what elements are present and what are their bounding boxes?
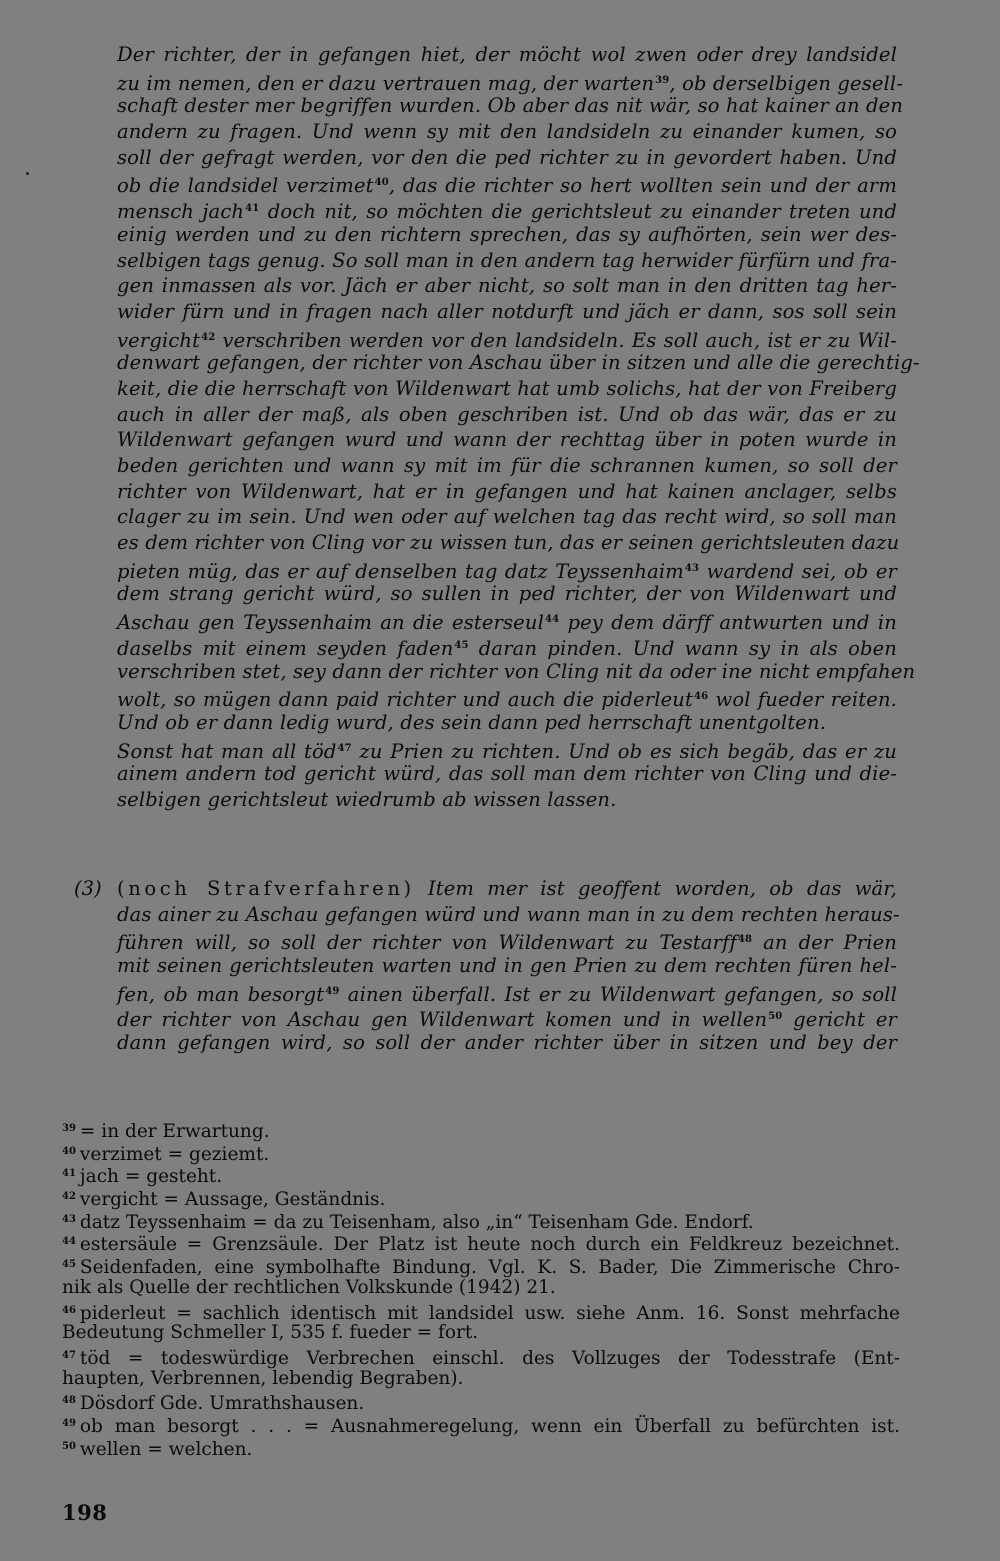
footnote-ref[interactable]: 45: [454, 639, 469, 651]
footnote-number: 45: [62, 1259, 76, 1271]
text-line: ob die landsidel verzimet$^{40}$, das die richter so hert wollten sein und der arm: [117, 174, 897, 198]
text-line: der richter von Aschau gen Wildenwart komen und in wellen$^{50}$ gericht er: [117, 1008, 897, 1032]
text-line: fen, ob man besorgt$^{49}$ ainen überfall. Ist er zu Wildenwart gefangen, so soll: [117, 982, 897, 1006]
text-line: das ainer zu Aschau gefangen würd und wann man in zu dem rechten heraus-: [117, 902, 900, 926]
text-line: Und ob er dann ledig wurd, des sein dann ped herrschaft unentgolten.: [117, 710, 827, 734]
footnote-ref[interactable]: 43: [684, 562, 700, 574]
text-line: es dem richter von Cling vor zu wissen tun, das er seinen gerichtsleuten dazu: [117, 531, 900, 555]
text-line: daselbs mit einem seyden faden$^{45}$ daran pinden. Und wann sy in als oben: [117, 636, 897, 660]
footnote-number: 48: [62, 1395, 76, 1407]
text-line: einig werden und zu den richtern sprechen, das sy aufhörten, sein wer des-: [117, 222, 897, 246]
footnote: $^{45}$ Seidenfaden, eine symbolhafte Bindung. Vgl. K. S. Bader, Die Zimmerische Chro-: [62, 1257, 900, 1279]
footnote-number: 41: [62, 1168, 76, 1180]
text-line: dem strang gericht würd, so sullen in ped richter, der von Wildenwart und: [117, 582, 897, 606]
footnote: $^{43}$ datz Teyssenhaim = da zu Teisenham, also „in“ Teisenham Gde. Endorf.: [62, 1211, 754, 1233]
text-line: Der richter, der in gefangen hiet, der möcht wol zwen oder drey landsidel: [117, 43, 897, 66]
footnote: $^{46}$ piderleut = sachlich identisch mit landsidel usw. siehe Anm. 16. Sonst mehrfache: [62, 1302, 900, 1324]
footnote-number: 42: [62, 1191, 76, 1203]
footnote-continuation: haupten, Verbrennen, lebendig Begraben).: [62, 1367, 464, 1389]
footnote-number: 50: [62, 1440, 76, 1452]
text-line: clager zu im sein. Und wen oder auf welchen tag das recht wird, so soll man: [117, 505, 897, 529]
footnote-continuation: Bedeutung Schmeller I, 535 f. fueder = fort.: [62, 1322, 479, 1344]
text-line: wider fürn und in fragen nach aller notdurft und jäch er dann, sos soll sein: [117, 299, 897, 323]
text-line: ainem andern tod gericht würd, das soll man dem richter von Cling und die-: [117, 762, 897, 786]
text-line: auch in aller der maß, als oben geschriben ist. Und ob das wär, das er zu: [117, 402, 897, 426]
footnote: $^{44}$ estersäule = Grenzsäule. Der Platz ist heute noch durch ein Feldkreuz bezeichnet.: [62, 1234, 900, 1256]
text-line: keit, die die herrschaft von Wildenwart hat umb solichs, hat der von Freiberg: [117, 376, 897, 400]
text-line: selbigen gerichtsleut wiedrumb ab wissen lassen.: [117, 787, 617, 811]
footnote-number: 47: [62, 1349, 76, 1361]
text-line: (noch Strafverfahren) Item mer ist geoffent worden, ob das wär,: [117, 877, 897, 900]
footnote: $^{50}$ wellen = welchen.: [62, 1438, 253, 1460]
text-line: Aschau gen Teyssenhaim an die esterseul$^{44}$ pey dem därff antwurten und in: [117, 611, 897, 635]
text-line: denwart gefangen, der richter von Aschau über in sitzen und alle die gerechtig-: [117, 351, 920, 375]
footnote: $^{47}$ töd = todeswürdige Verbrechen einschl. des Vollzuges der Todesstrafe (Ent-: [62, 1347, 900, 1369]
page-number: 198: [62, 1500, 108, 1525]
text-line: dann gefangen wird, so soll der ander richter über in sitzen und bey der: [117, 1031, 897, 1055]
footnote-ref[interactable]: 48: [737, 934, 753, 946]
text-line: soll der gefragt werden, vor den die ped richter zu in gevordert haben. Und: [117, 145, 897, 169]
text-line: wolt, so mügen dann paid richter und auch die piderleut$^{46}$ wol fueder reiten.: [117, 688, 897, 712]
footnote-number: 43: [62, 1213, 76, 1225]
text-line: andern zu fragen. Und wenn sy mit den landsideln zu einander kumen, so: [117, 120, 897, 144]
footnote-number: 46: [62, 1304, 76, 1316]
text-line: Wildenwart gefangen wurd und wann der rechttag über in poten wurde in: [117, 428, 897, 452]
footnote-ref[interactable]: 44: [544, 614, 560, 626]
section-number: (3): [74, 877, 102, 900]
text-line: zu im nemen, den er dazu vertrauen mag, der warten$^{39}$, ob derselbigen gesell-: [117, 71, 904, 95]
footnote-ref[interactable]: 42: [201, 331, 216, 343]
text-line: pieten müg, das er auf denselben tag datz Teyssenhaim$^{43}$ wardend sei, ob er: [117, 559, 897, 583]
footnote-number: 44: [62, 1236, 76, 1248]
text-line: selbigen tags genug. So soll man in den andern tag herwider fürfürn und fra-: [117, 248, 897, 272]
main-text-block: [117, 42, 920, 813]
section-3-text-block: [117, 876, 900, 1056]
text-line: mensch jach$^{41}$ doch nit, so möchten die gerichtsleut zu einander treten und: [117, 200, 898, 224]
footnote-number: 40: [62, 1145, 76, 1157]
text-line: vergicht$^{42}$ verschriben werden vor den landsideln. Es soll auch, ist er zu Wil-: [117, 328, 897, 352]
text-line: verschriben stet, sey dann der richter von Cling nit da oder ine nicht empfahen: [117, 659, 916, 683]
text-line: richter von Wildenwart, hat er in gefangen und hat kainen anclager, selbs: [117, 479, 897, 503]
footnote-ref[interactable]: 49: [325, 985, 340, 997]
footnote-ref[interactable]: 39: [655, 74, 670, 86]
footnotes: [62, 1118, 900, 1458]
footnote-ref[interactable]: 41: [245, 203, 260, 215]
footnote: $^{40}$ verzimet = geziemt.: [62, 1143, 270, 1165]
text-line: gen inmassen als vor. Jäch er aber nicht, so solt man in den dritten tag her-: [117, 274, 897, 298]
footnote-ref[interactable]: 50: [768, 1011, 783, 1023]
stray-mark: [26, 172, 29, 175]
text-line: schaft dester mer begriffen wurden. Ob aber das nit wär, so hat kainer an den: [117, 94, 904, 118]
footnote: $^{41}$ jach = gesteht.: [62, 1166, 223, 1188]
text-line: Sonst hat man all töd$^{47}$ zu Prien zu richten. Und ob es sich begäb, das er zu: [117, 739, 897, 763]
footnote: $^{48}$ Dösdorf Gde. Umrathshausen.: [62, 1393, 365, 1415]
footnote-ref[interactable]: 40: [374, 177, 389, 189]
footnote: $^{42}$ vergicht = Aussage, Geständnis.: [62, 1189, 386, 1211]
text-line: beden gerichten und wann sy mit im für die schrannen kumen, so soll der: [117, 454, 897, 477]
footnote-ref[interactable]: 47: [337, 742, 352, 754]
footnote-number: 49: [62, 1417, 76, 1429]
footnote-number: 39: [62, 1123, 76, 1134]
text-line: führen will, so soll der richter von Wildenwart zu Testarff$^{48}$ an der Prien: [117, 931, 897, 955]
footnote-continuation: nik als Quelle der rechtlichen Volkskunde (1942) 21.: [62, 1276, 556, 1298]
footnote: $^{39}$ = in der Erwartung.: [62, 1121, 270, 1142]
section-heading: (noch Strafverfahren): [117, 877, 415, 900]
footnote: $^{49}$ ob man besorgt . . . = Ausnahmeregelung, wenn ein Überfall zu befürchten ist.: [62, 1415, 900, 1437]
footnote-ref[interactable]: 46: [694, 691, 709, 703]
text-line: mit seinen gerichtsleuten warten und in gen Prien zu dem rechten füren hel-: [117, 954, 897, 978]
